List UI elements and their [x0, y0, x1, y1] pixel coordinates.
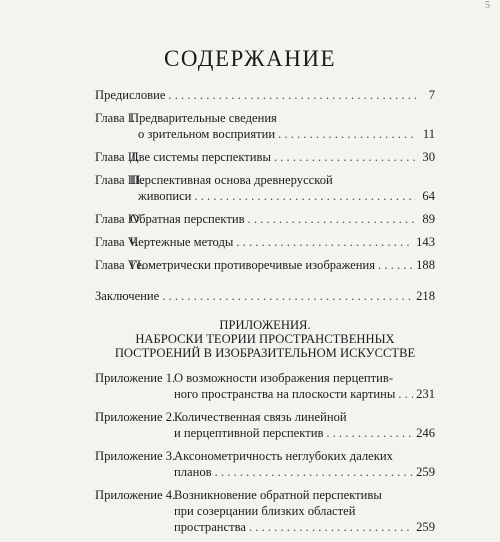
entry-line	[95, 503, 435, 519]
entry-text: Две системы перспективы	[130, 150, 271, 164]
entry-text: Заключение	[95, 289, 160, 303]
entry-label: Приложение 4.	[95, 488, 176, 502]
entry-line	[95, 519, 435, 535]
toc-entry[interactable]	[95, 257, 435, 273]
dot-leader	[326, 425, 413, 441]
entry-label: Глава IV.	[95, 212, 143, 226]
appendix-heading-line: ПРИЛОЖЕНИЯ.	[219, 318, 311, 332]
entry-line	[95, 464, 435, 480]
spacer	[95, 280, 435, 288]
entry-label: Глава III.	[95, 173, 144, 187]
entry-text: Перспективная основа древнерусской	[130, 173, 333, 187]
entry-line	[95, 370, 435, 386]
toc-entry[interactable]	[95, 110, 435, 142]
entry-label: Приложение 2.	[95, 410, 176, 424]
dot-leader	[278, 126, 416, 142]
dot-leader	[168, 87, 416, 103]
table-of-contents	[95, 87, 435, 542]
dot-leader	[378, 257, 413, 273]
toc-entry[interactable]	[95, 234, 435, 250]
dot-leader	[194, 188, 416, 204]
entry-line	[95, 386, 435, 402]
toc-entry[interactable]	[95, 211, 435, 227]
entry-label: Глава I.	[95, 111, 136, 125]
entry-line	[95, 487, 435, 503]
entry-line	[95, 172, 435, 188]
entry-line	[95, 288, 435, 304]
appendix-heading-line: ПОСТРОЕНИЙ В ИЗОБРАЗИТЕЛЬНОМ ИСКУССТВЕ	[114, 346, 416, 360]
entry-page-number: 7	[428, 88, 435, 102]
entry-line	[95, 257, 435, 273]
page-corner-mark: 5	[485, 0, 490, 11]
entry-line	[95, 110, 435, 126]
entry-text: пространства	[174, 520, 246, 534]
entry-page-number: 218	[416, 289, 435, 303]
entry-text: Геометрически противоречивые изображения	[130, 258, 376, 272]
entry-page-number: 11	[422, 127, 435, 141]
toc-entry[interactable]	[95, 87, 435, 103]
entry-text: Чертежные методы	[130, 235, 234, 249]
entry-label: Приложение 1.	[95, 371, 176, 385]
entry-page-number: 259	[416, 465, 435, 479]
entry-page-number: 231	[416, 387, 435, 401]
entry-label: Глава II.	[95, 150, 140, 164]
entry-page-number: 246	[416, 426, 435, 440]
appendix-entry[interactable]	[95, 370, 435, 402]
entry-page-number: 143	[416, 235, 435, 249]
entry-text: Предисловие	[95, 88, 166, 102]
entry-text: О возможности изображения перцептив-	[174, 371, 394, 385]
entry-text: живописи	[138, 189, 192, 203]
dot-leader	[162, 288, 413, 304]
entry-text: планов	[174, 465, 212, 479]
entry-text: ного пространства на плоскости картины	[174, 387, 396, 401]
dot-leader	[236, 234, 413, 250]
entry-text: Аксонометричность неглубоких далеких	[174, 449, 393, 463]
entry-text: при созерцании близких областей	[174, 504, 356, 518]
entry-text: Возникновение обратной перспективы	[174, 488, 382, 502]
entry-page-number: 30	[422, 150, 435, 164]
entry-page-number: 259	[416, 520, 435, 534]
entry-page-number: 89	[422, 212, 435, 226]
appendix-entry[interactable]	[95, 487, 435, 535]
entry-line	[95, 126, 435, 142]
dot-leader	[249, 519, 413, 535]
dot-leader	[215, 464, 414, 480]
entry-line	[95, 188, 435, 204]
entry-label: Глава V.	[95, 235, 139, 249]
toc-entry[interactable]	[95, 288, 435, 304]
entry-page-number: 64	[422, 189, 435, 203]
toc-entry[interactable]	[95, 149, 435, 165]
entry-line	[95, 211, 435, 227]
entry-text: о зрительном восприятии	[138, 127, 276, 141]
entry-line	[95, 149, 435, 165]
entry-line	[95, 425, 435, 441]
entry-line	[95, 234, 435, 250]
appendix-heading-line: НАБРОСКИ ТЕОРИИ ПРОСТРАНСТВЕННЫХ	[135, 332, 395, 346]
dot-leader	[248, 211, 416, 227]
entry-page-number: 188	[416, 258, 435, 272]
entry-line	[95, 448, 435, 464]
entry-text: Количественная связь линейной	[174, 410, 347, 424]
entry-line	[95, 409, 435, 425]
entry-label: Глава VI.	[95, 258, 145, 272]
dot-leader	[274, 149, 416, 165]
appendix-heading	[95, 318, 435, 360]
entry-text: Обратная перспектив	[130, 212, 245, 226]
dot-leader	[398, 386, 413, 402]
toc-entry[interactable]	[95, 172, 435, 204]
entry-line	[95, 87, 435, 103]
entry-text: Предварительные сведения	[130, 111, 277, 125]
page-title: СОДЕРЖАНИЕ	[163, 46, 336, 71]
appendix-entry[interactable]	[95, 409, 435, 441]
appendix-entry[interactable]	[95, 448, 435, 480]
entry-label: Приложение 3.	[95, 449, 176, 463]
entry-text: и перцептивной перспектив	[174, 426, 324, 440]
